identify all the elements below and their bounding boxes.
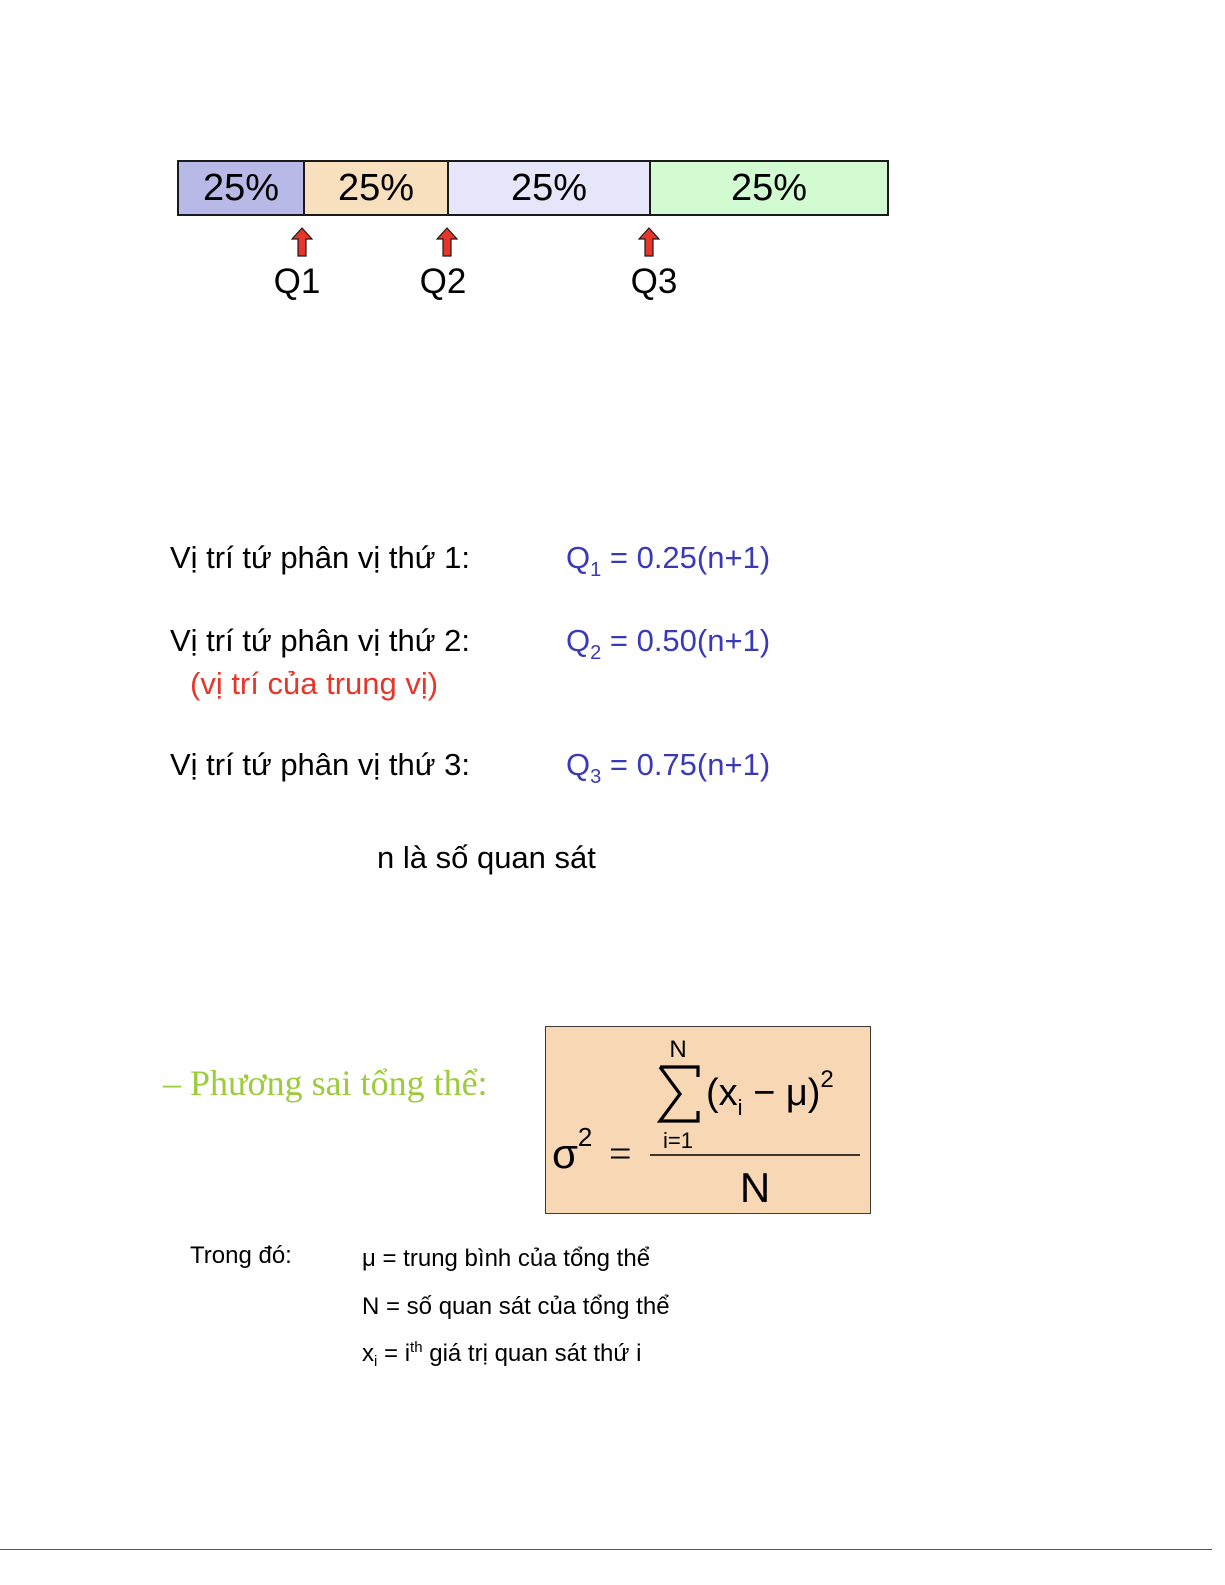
variance-formula-box — [545, 1026, 871, 1214]
q2-arrow-icon — [436, 227, 458, 257]
quartile-segment-4 — [651, 162, 887, 214]
sum-upper-limit: N — [669, 1036, 687, 1063]
equals-sign: = — [609, 1131, 632, 1176]
variance-formula — [546, 1027, 872, 1215]
quartile-1-formula: $Q_1 = 0.25(n+1)$ — [566, 540, 771, 581]
denominator: N — [739, 1164, 771, 1211]
legend-item-mu: μ = trung bình của tổng thể — [362, 1245, 651, 1272]
segment-label: 25% — [337, 166, 415, 209]
quartile-3-formula: $Q_3 = 0.75(n+1)$ — [566, 747, 771, 788]
median-note: (vị trí của trung vị) — [190, 666, 439, 701]
sum-lower-limit: i=1 — [663, 1128, 693, 1153]
quartile-segment-2 — [305, 162, 449, 214]
quartile-1-description: Vị trí tứ phân vị thứ 1: — [170, 540, 470, 575]
quartile-2-formula: $Q_2 = 0.50(n+1)$ — [566, 623, 771, 664]
segment-label: 25% — [510, 166, 588, 209]
quartile-3-description: Vị trí tứ phân vị thứ 3: — [170, 747, 470, 782]
segment-label: 25% — [202, 166, 280, 209]
sum-term: $(x_i - \mu)^2$ — [706, 1066, 834, 1120]
q3-arrow-icon — [638, 227, 660, 257]
legend-item-n: N = số quan sát của tổng thể — [362, 1293, 670, 1320]
quartile-2-description: Vị trí tứ phân vị thứ 2: — [170, 623, 470, 658]
variance-title: – Phương sai tổng thể: — [163, 1063, 488, 1103]
formula-lhs: $\sigma^2$ — [552, 1122, 593, 1177]
quartile-segment-1 — [179, 162, 305, 214]
legend-item-xi: $x_i = i^{th}$ giá trị quan sát thứ i — [362, 1339, 642, 1370]
q3-label: Q3 — [630, 262, 678, 301]
legend-title: Trong đó: — [190, 1242, 292, 1269]
quartile-bar — [177, 160, 889, 216]
summation-symbol — [660, 1067, 698, 1121]
q1-arrow-icon — [291, 227, 313, 257]
quartile-segment-3 — [449, 162, 651, 214]
q2-label: Q2 — [419, 262, 467, 301]
segment-label: 25% — [730, 166, 808, 209]
page-bottom-divider — [0, 1549, 1212, 1550]
q1-label: Q1 — [273, 262, 321, 301]
n-definition-note: n là số quan sát — [377, 840, 596, 875]
